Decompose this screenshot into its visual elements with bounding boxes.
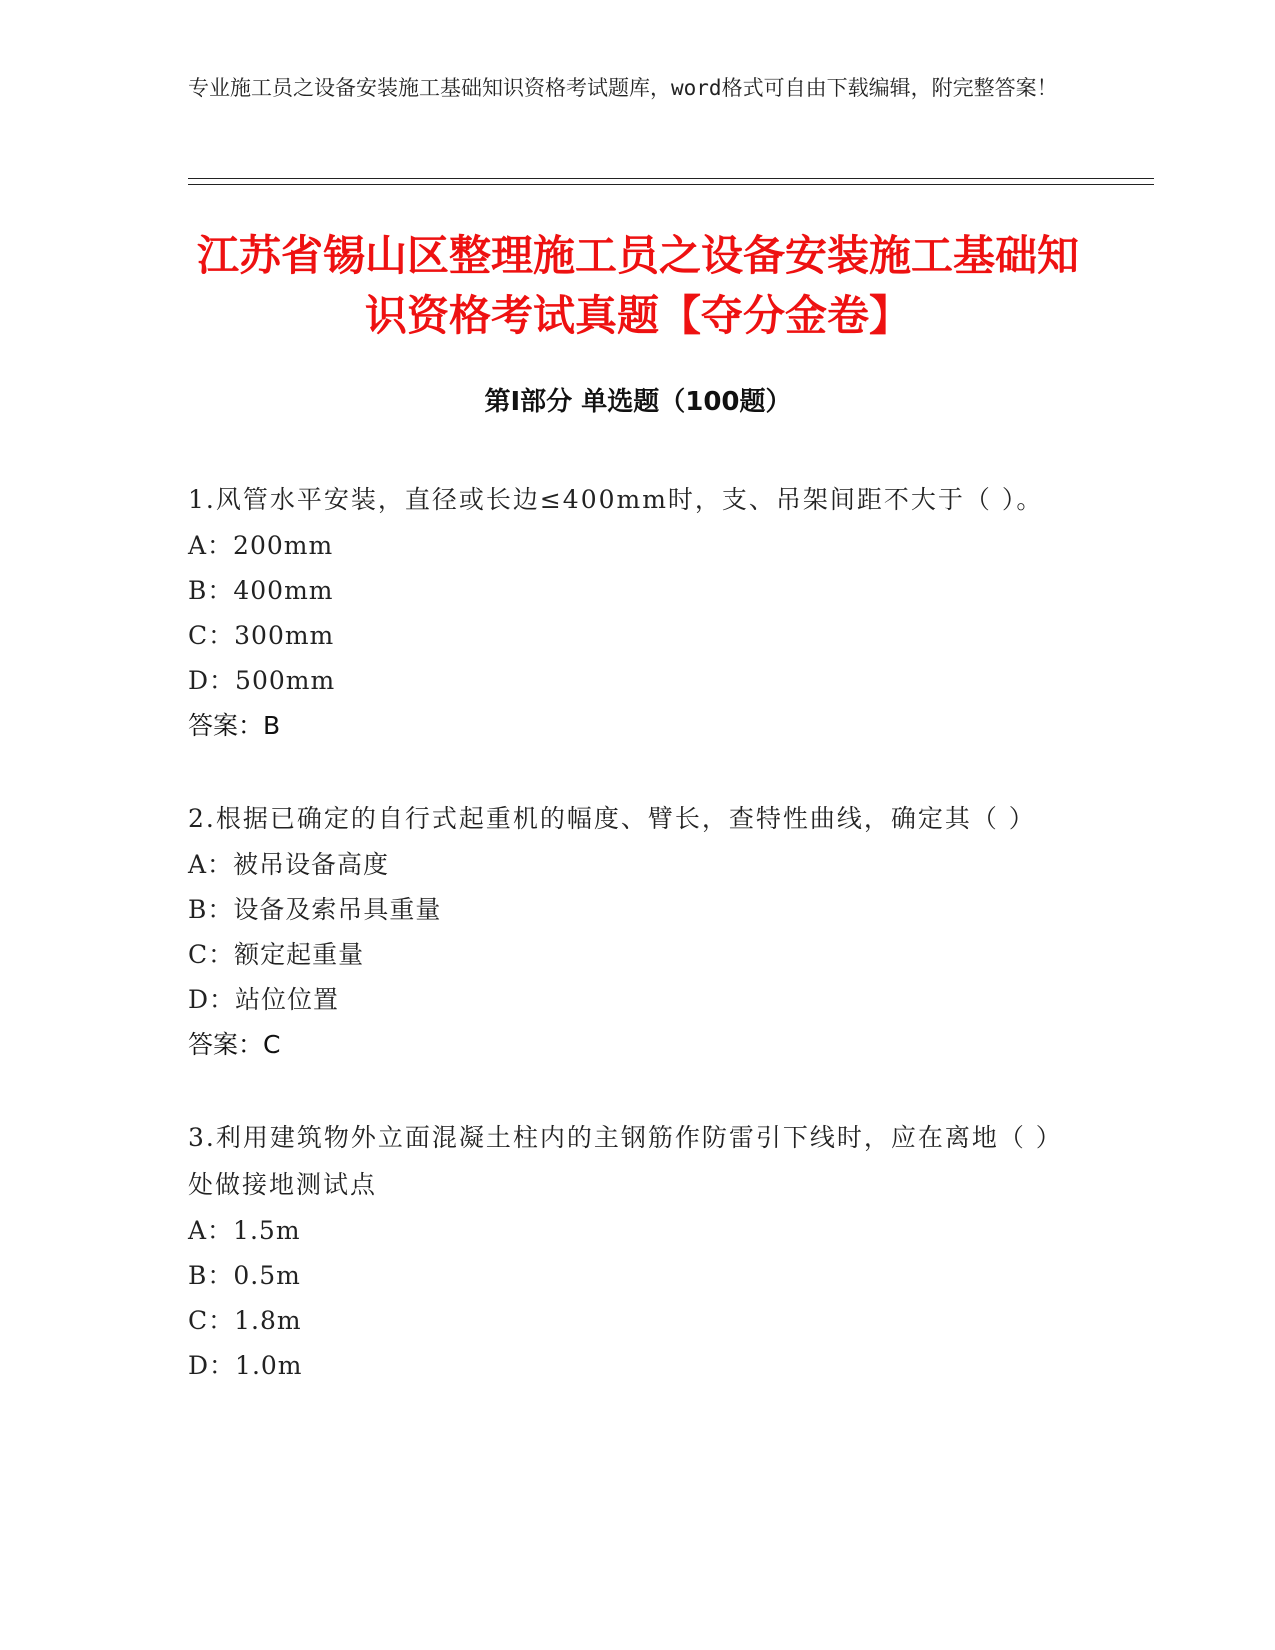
section-title: 第Ⅰ部分 单选题（100题） (484, 387, 792, 417)
option-b: B：设备及索吊具重量 (188, 895, 442, 924)
option-c: C：额定起重量 (188, 940, 365, 969)
header-divider-line (188, 178, 1154, 179)
option-d: D：站位位置 (188, 985, 340, 1014)
question-1 (188, 476, 1068, 749)
question-2 (188, 795, 1068, 1068)
option-a: A：200mm (188, 531, 334, 560)
question-3 (188, 1114, 1068, 1388)
option-b: B：400mm (188, 576, 334, 605)
option-d: D：500mm (188, 666, 336, 695)
document-title: 江苏省锡山区整理施工员之设备安装施工基础知识资格考试真题【夺分金卷】 (196, 231, 1079, 340)
option-c: C：300mm (188, 621, 335, 650)
question-stem: 2.根据已确定的自行式起重机的幅度、臂长，查特性曲线，确定其（ ） (188, 804, 1036, 833)
option-b: B：0.5m (188, 1261, 301, 1290)
option-a: A：被吊设备高度 (188, 850, 390, 879)
question-list (188, 476, 1068, 1434)
header-divider-line-second (188, 184, 1154, 185)
option-a: A：1.5m (188, 1216, 301, 1245)
answer: 答案：C (188, 1030, 281, 1059)
question-stem: 3.利用建筑物外立面混凝土柱内的主钢筋作防雷引下线时，应在离地（ ）处做接地测试点 (188, 1123, 1063, 1199)
option-c: C：1.8m (188, 1306, 302, 1335)
option-d: D：1.0m (188, 1351, 303, 1380)
answer: 答案：B (188, 711, 281, 740)
header-note: 专业施工员之设备安装施工基础知识资格考试题库，word格式可自由下载编辑，附完整答案！ (188, 76, 1058, 100)
question-stem: 1.风管水平安装，直径或长边≤400mm时，支、吊架间距不大于（ ）。 (188, 485, 1044, 514)
